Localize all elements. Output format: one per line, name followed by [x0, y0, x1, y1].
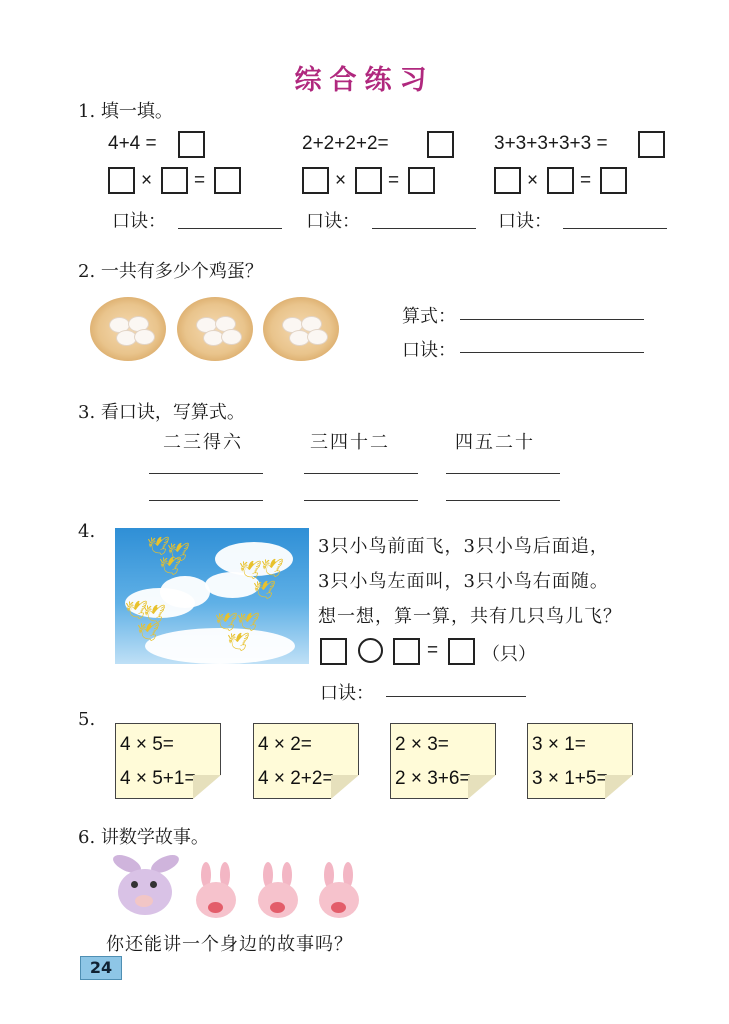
card-expression: 4 × 2=: [258, 734, 312, 755]
bird-icon: 🕊: [159, 556, 182, 577]
q4-factor-box[interactable]: [393, 638, 420, 665]
bird-icon: 🕊: [261, 558, 284, 579]
equation-answer-line[interactable]: [149, 473, 263, 474]
koujue-label: 口诀：: [402, 340, 456, 361]
suanshi-label: 算式：: [402, 306, 456, 327]
birds-sky-image: [115, 528, 309, 664]
koujue-label: 口诀：: [320, 683, 374, 704]
times-sign: ×: [335, 170, 347, 191]
q1-factor-box[interactable]: [108, 167, 135, 194]
suanshi-answer-line[interactable]: [460, 319, 644, 320]
q1-product-box[interactable]: [214, 167, 241, 194]
card-expression: 4 × 5+1=: [120, 768, 196, 789]
math-card: [115, 723, 221, 799]
egg-nest-image: [263, 297, 339, 361]
bird-icon: 🕊: [237, 612, 260, 633]
question-1-label: 1. 填一填。: [78, 101, 173, 122]
koujue-item-2: 三四十二: [310, 432, 390, 453]
story-question: 你还能讲一个身边的故事吗？: [106, 934, 353, 955]
card-expression: 2 × 3=: [395, 734, 449, 755]
small-rabbit-image: [255, 862, 301, 920]
math-card: [253, 723, 359, 799]
koujue-answer-line[interactable]: [372, 228, 476, 229]
bird-icon: 🕊: [125, 600, 148, 621]
bird-icon: 🕊: [167, 542, 190, 563]
card-expression: 2 × 3+6=: [395, 768, 471, 789]
question-4-label: 4.: [78, 521, 96, 542]
small-rabbit-image: [316, 862, 362, 920]
q1-factor-box[interactable]: [494, 167, 521, 194]
q1-factor-box[interactable]: [355, 167, 382, 194]
q1-factor-box[interactable]: [161, 167, 188, 194]
egg-nest-image: [177, 297, 253, 361]
page-number-badge: 24: [80, 956, 122, 980]
q1-factor-box[interactable]: [547, 167, 574, 194]
poem-line-2: 3只小鸟左面叫，3只小鸟右面随。: [318, 571, 609, 592]
koujue-answer-line[interactable]: [386, 696, 526, 697]
bird-icon: 🕊: [137, 622, 160, 643]
koujue-answer-line[interactable]: [178, 228, 282, 229]
equation-answer-line[interactable]: [304, 500, 418, 501]
equals-sign: =: [194, 170, 206, 191]
q1-answer-box-2[interactable]: [427, 131, 454, 158]
card-expression: 4 × 2+2=: [258, 768, 334, 789]
koujue-answer-line[interactable]: [460, 352, 644, 353]
question-5-label: 5.: [78, 709, 96, 730]
bird-icon: 🕊: [147, 536, 170, 557]
q1-factor-box[interactable]: [302, 167, 329, 194]
operator-circle[interactable]: [358, 638, 383, 663]
bird-icon: 🕊: [239, 560, 262, 581]
q1-answer-box-3[interactable]: [638, 131, 665, 158]
q1-expr-1: 4+4 =: [108, 133, 157, 154]
koujue-label: 口诀：: [112, 211, 166, 232]
small-rabbit-image: [193, 862, 239, 920]
koujue-label: 口诀：: [306, 211, 360, 232]
koujue-answer-line[interactable]: [563, 228, 667, 229]
koujue-item-3: 四五二十: [455, 432, 535, 453]
bird-icon: 🕊: [227, 632, 250, 653]
card-expression: 3 × 1+5=: [532, 768, 608, 789]
card-expression: 3 × 1=: [532, 734, 586, 755]
bird-icon: 🕊: [253, 580, 276, 601]
equation-answer-line[interactable]: [446, 473, 560, 474]
unit-label: （只）: [482, 644, 536, 665]
question-2-label: 2. 一共有多少个鸡蛋？: [78, 261, 263, 282]
q1-product-box[interactable]: [600, 167, 627, 194]
egg-nest-image: [90, 297, 166, 361]
page-title: 综合练习: [294, 65, 435, 96]
equals-sign: =: [580, 170, 592, 191]
question-6-label: 6. 讲数学故事。: [78, 827, 209, 848]
koujue-label: 口诀：: [498, 211, 552, 232]
q1-expr-2: 2+2+2+2=: [302, 133, 389, 154]
bird-icon: 🕊: [215, 612, 238, 633]
math-card: [390, 723, 496, 799]
times-sign: ×: [141, 170, 153, 191]
q4-product-box[interactable]: [448, 638, 475, 665]
equation-answer-line[interactable]: [149, 500, 263, 501]
big-rabbit-image: [108, 855, 182, 919]
q1-product-box[interactable]: [408, 167, 435, 194]
equals-sign: =: [427, 640, 439, 661]
times-sign: ×: [527, 170, 539, 191]
equation-answer-line[interactable]: [304, 473, 418, 474]
card-expression: 4 × 5=: [120, 734, 174, 755]
question-3-label: 3. 看口诀，写算式。: [78, 402, 245, 423]
poem-line-3: 想一想，算一算，共有几只鸟儿飞？: [318, 606, 622, 627]
math-card: [527, 723, 633, 799]
bird-icon: 🕊: [143, 604, 166, 625]
koujue-item-1: 二三得六: [163, 432, 243, 453]
q1-answer-box-1[interactable]: [178, 131, 205, 158]
q4-factor-box[interactable]: [320, 638, 347, 665]
equals-sign: =: [388, 170, 400, 191]
q1-expr-3: 3+3+3+3+3 =: [494, 133, 608, 154]
poem-line-1: 3只小鸟前面飞，3只小鸟后面追，: [318, 536, 609, 557]
equation-answer-line[interactable]: [446, 500, 560, 501]
